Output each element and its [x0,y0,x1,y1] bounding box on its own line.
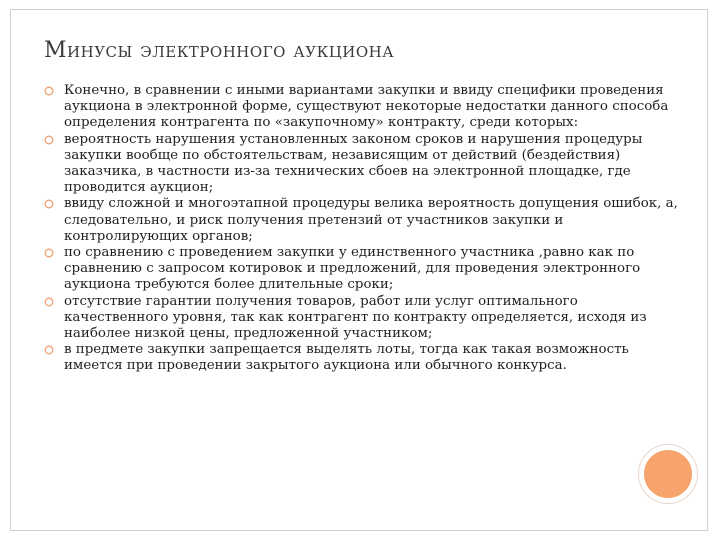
bullet-item-errors [44,196,680,245]
bullet-text: отсутствие гарантии получения товаров, работ или услуг оптимального качественного уровня, так как контрагент по контракту определяется, исходя из наиболее низкой цены, предложенной участником; [64,293,647,342]
decorative-circle [639,445,697,503]
bullet-text: в предмете закупки запрещается выделять лоты, тогда как такая возможность имеется при проведении закрытого аукциона или обычного конкурса. [64,342,629,374]
bullet-circle-icon [44,345,54,355]
slide-title: Минусы электронного аукциона [44,38,395,63]
bullet-item-quality [44,294,680,343]
bullet-text: по сравнению с проведением закупки у единственного участника ,равно как по сравнению с запросом котировок и предложений, для проведения электронного аукциона требуются более длительные сроки; [64,245,641,293]
bullet-item-intro [44,83,680,132]
bullet-circle-icon [44,86,54,96]
bullet-text: ввиду сложной и многоэтапной процедуры велика вероятность допущения ошибок, а, следовательно, и риск получения претензий от участников закупки и контролирующих органов; [64,196,678,244]
bullet-item-duration [44,245,680,294]
bullet-text: Конечно, в сравнении с иными вариантами закупки и ввиду специфики проведения аукциона в электронной форме, существуют некоторые недостатки данного способа определения контрагента по «закупочному» контракту, среди которых: [64,83,669,131]
bullet-circle-icon [44,248,54,258]
bullet-circle-icon [44,135,54,145]
bullet-text: вероятность нарушения установленных законом сроков и нарушения процедуры закупки вообще по обстоятельствам, независящим от действий (бездействия) заказчика, в частности из-за технических сбоев на электронной площадке, где проводится аукцион; [64,131,643,196]
bullet-list [44,83,680,375]
bullet-circle-icon [44,297,54,307]
bullet-item-lots [44,342,680,374]
bullet-item-deadlines [44,132,680,197]
bullet-circle-icon [44,199,54,209]
